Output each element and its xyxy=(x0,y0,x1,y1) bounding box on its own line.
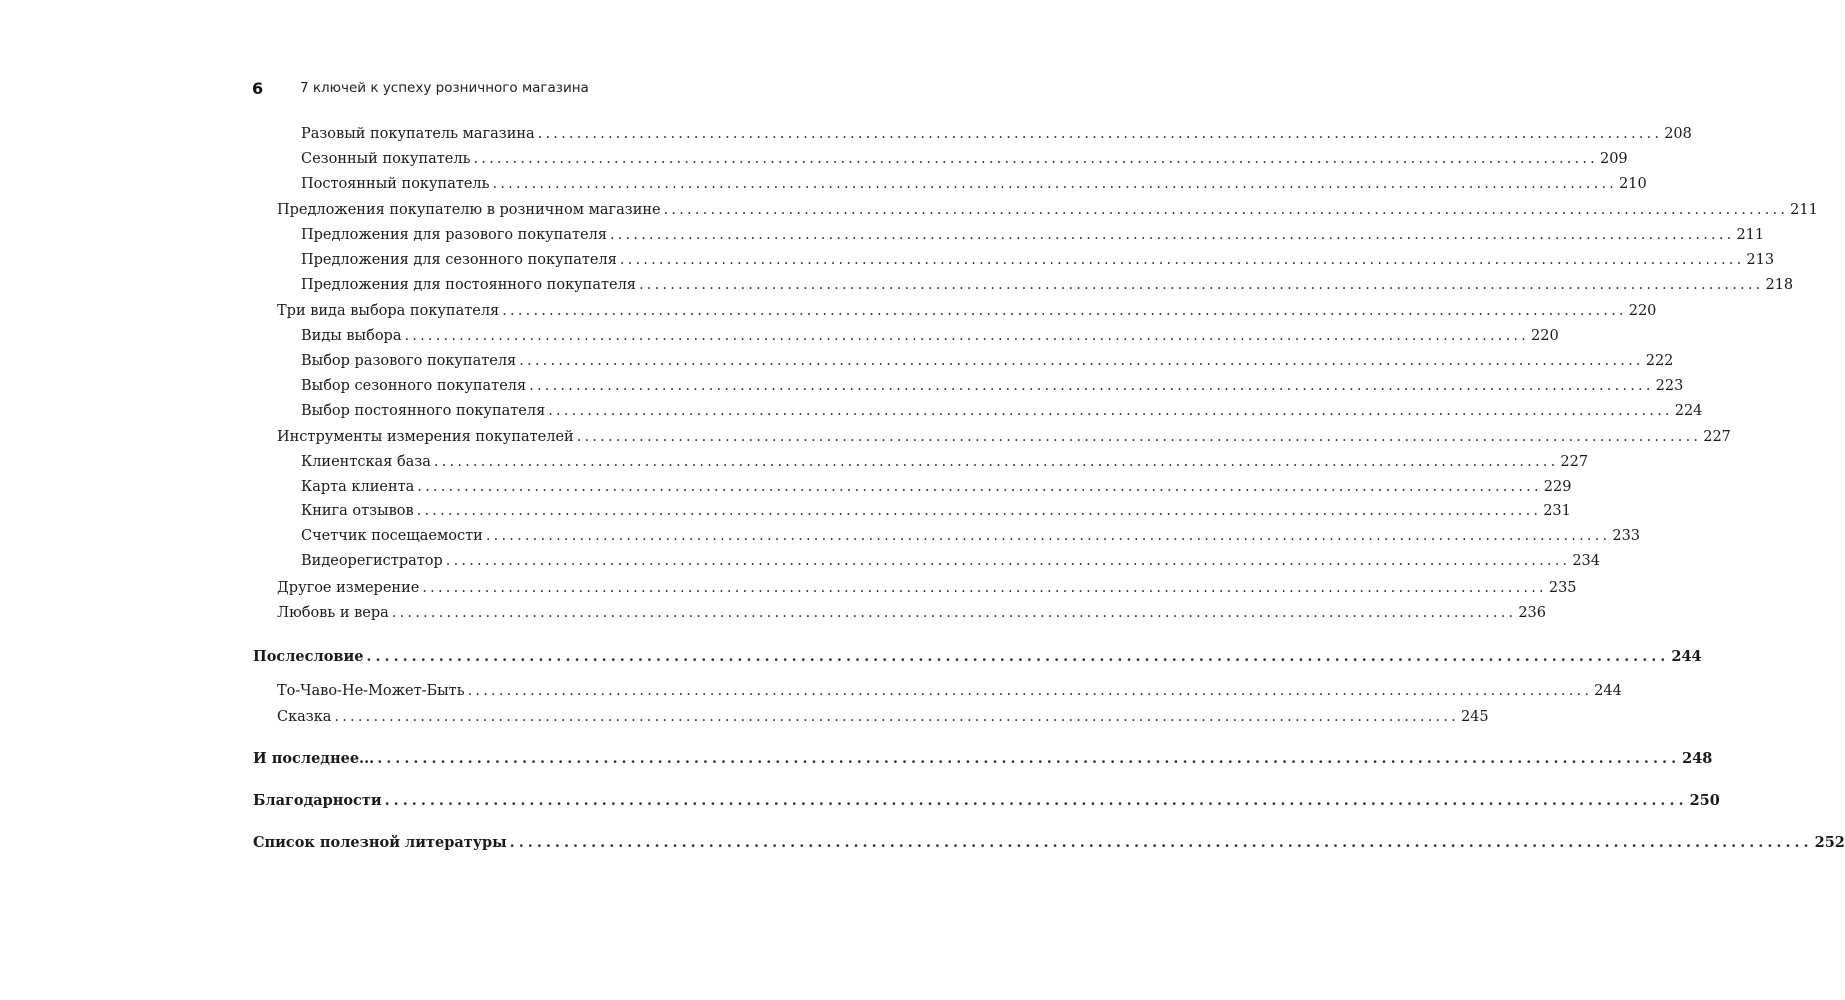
toc-entry xyxy=(301,174,1647,194)
dot-leader: ................................................................................................................................................ xyxy=(485,528,1611,544)
toc-entry-title: Выбор разового покупателя xyxy=(301,353,517,369)
toc-entry-title: Счетчик посещаемости xyxy=(301,528,483,544)
toc-entry xyxy=(277,603,1546,623)
toc-entry-title: Предложения для разового покупателя xyxy=(301,227,607,243)
toc-entry-page: 244 xyxy=(1594,683,1622,699)
toc-entry-page: 234 xyxy=(1572,553,1600,569)
dot-leader: ................................................................................................................................................ xyxy=(473,151,1598,167)
toc-entry-page: 250 xyxy=(1689,792,1720,809)
toc-entry xyxy=(301,401,1703,421)
toc-entry xyxy=(277,200,1818,220)
dot-leader: ................................................................................................................................................ xyxy=(416,503,1542,519)
toc-entry xyxy=(301,124,1692,144)
toc-entry xyxy=(301,477,1572,497)
toc-entry-page: 209 xyxy=(1599,151,1628,167)
toc-entry-title: Предложения для сезонного покупателя xyxy=(301,252,617,268)
toc-entry xyxy=(253,791,1720,811)
toc-entry-page: 218 xyxy=(1765,277,1794,293)
dot-leader: ................................................................................................................................................ xyxy=(377,750,1681,767)
dot-leader: ................................................................................................................................................ xyxy=(548,403,1673,419)
toc-entry xyxy=(301,501,1571,521)
toc-entry-page: 224 xyxy=(1674,403,1703,419)
toc-entry-title: Книга отзывов xyxy=(301,503,414,519)
toc-entry-title: Другое измерение xyxy=(277,580,420,596)
toc-entry xyxy=(277,707,1489,727)
dot-leader: ................................................................................................................................................ xyxy=(519,353,1644,369)
toc-entry xyxy=(301,376,1684,396)
dot-leader: ................................................................................................................................................ xyxy=(576,429,1702,445)
running-title: 7 ключей к успеху розничного магазина xyxy=(300,80,589,96)
dot-leader: ................................................................................................................................................ xyxy=(509,834,1813,851)
toc-entry-title: Клиентская база xyxy=(301,454,431,470)
toc-entry xyxy=(253,749,1713,769)
toc-entry-title: Благодарности xyxy=(253,792,382,809)
toc-entry-page: 227 xyxy=(1703,429,1731,445)
toc-entry xyxy=(301,551,1600,571)
dot-leader: ................................................................................................................................................ xyxy=(619,252,1745,268)
toc-entry-title: Выбор сезонного покупателя xyxy=(301,378,527,394)
dot-leader: ................................................................................................................................................ xyxy=(334,709,1459,725)
toc-entry xyxy=(253,833,1845,853)
toc-entry-page: 252 xyxy=(1814,834,1845,851)
toc-entry-page: 208 xyxy=(1664,126,1692,142)
toc-entry-page: 220 xyxy=(1628,303,1657,319)
toc-entry-page: 211 xyxy=(1736,227,1765,243)
toc-entry-title: Любовь и вера xyxy=(277,605,389,621)
dot-leader: ................................................................................................................................................ xyxy=(638,277,1764,293)
toc-entry xyxy=(301,452,1589,472)
toc-entry-title: То-Чаво-Не-Может-Быть xyxy=(277,683,465,699)
toc-entry-title: Выбор постоянного покупателя xyxy=(301,403,546,419)
dot-leader: ................................................................................................................................................ xyxy=(529,378,1654,394)
toc-entry-page: 227 xyxy=(1560,454,1589,470)
toc-entry-page: 229 xyxy=(1543,479,1572,495)
toc-entry-title: Три вида выбора покупателя xyxy=(277,303,500,319)
toc-entry-title: Видеорегистратор xyxy=(301,553,443,569)
toc-entry-title: Сказка xyxy=(277,709,332,725)
toc-entry-page: 245 xyxy=(1460,709,1489,725)
toc-entry-page: 213 xyxy=(1746,252,1775,268)
dot-leader: ................................................................................................................................................ xyxy=(391,605,1517,621)
toc-entry-title: Виды выбора xyxy=(301,328,402,344)
toc-entry xyxy=(301,250,1775,270)
toc-entry xyxy=(277,301,1657,321)
toc-entry xyxy=(277,427,1731,447)
toc-entry-title: Инструменты измерения покупателей xyxy=(277,429,574,445)
dot-leader: ................................................................................................................................................ xyxy=(492,176,1618,192)
toc-entry-title: Карта клиента xyxy=(301,479,415,495)
page-number: 6 xyxy=(252,79,264,98)
toc-entry xyxy=(301,275,1794,295)
toc-entry xyxy=(301,526,1641,546)
toc-entry xyxy=(301,351,1674,371)
toc-entry-page: 236 xyxy=(1518,605,1546,621)
toc-entry-page: 222 xyxy=(1645,353,1674,369)
dot-leader: ................................................................................................................................................ xyxy=(467,683,1593,699)
toc-entry xyxy=(301,149,1628,169)
dot-leader: ................................................................................................................................................ xyxy=(537,126,1663,142)
dot-leader: ................................................................................................................................................ xyxy=(502,303,1627,319)
toc-entry-title: Предложения покупателю в розничном магазине xyxy=(277,202,661,218)
dot-leader: ................................................................................................................................................ xyxy=(384,792,1688,809)
toc-entry-page: 231 xyxy=(1543,503,1571,519)
dot-leader: ................................................................................................................................................ xyxy=(422,580,1547,596)
dot-leader: ................................................................................................................................................ xyxy=(609,227,1735,243)
toc-entry-title: Разовый покупатель магазина xyxy=(301,126,535,142)
toc-entry xyxy=(277,681,1622,701)
dot-leader: ................................................................................................................................................ xyxy=(445,553,1571,569)
toc-entry-page: 244 xyxy=(1671,648,1702,665)
toc-entry xyxy=(253,647,1702,667)
toc-entry-page: 211 xyxy=(1790,202,1818,218)
toc-entry-page: 233 xyxy=(1612,528,1641,544)
toc-entry-title: Сезонный покупатель xyxy=(301,151,471,167)
dot-leader: ................................................................................................................................................ xyxy=(417,479,1542,495)
toc-entry-page: 248 xyxy=(1682,750,1713,767)
toc-entry-page: 210 xyxy=(1619,176,1647,192)
toc-entry-title: Постоянный покупатель xyxy=(301,176,490,192)
toc-entry-page: 235 xyxy=(1548,580,1577,596)
dot-leader: ................................................................................................................................................ xyxy=(366,648,1670,665)
toc-entry-title: Послесловие xyxy=(253,648,364,665)
toc-entry xyxy=(277,578,1577,598)
dot-leader: ................................................................................................................................................ xyxy=(433,454,1559,470)
toc-entry-page: 220 xyxy=(1531,328,1559,344)
toc-entry xyxy=(301,225,1765,245)
toc-entry-title: И последнее... xyxy=(253,750,375,767)
toc-entry-title: Список полезной литературы xyxy=(253,834,507,851)
toc-entry-page: 223 xyxy=(1655,378,1684,394)
toc-entry-title: Предложения для постоянного покупателя xyxy=(301,277,636,293)
dot-leader: ................................................................................................................................................ xyxy=(404,328,1530,344)
dot-leader: ................................................................................................................................................ xyxy=(663,202,1789,218)
toc-entry xyxy=(301,326,1559,346)
